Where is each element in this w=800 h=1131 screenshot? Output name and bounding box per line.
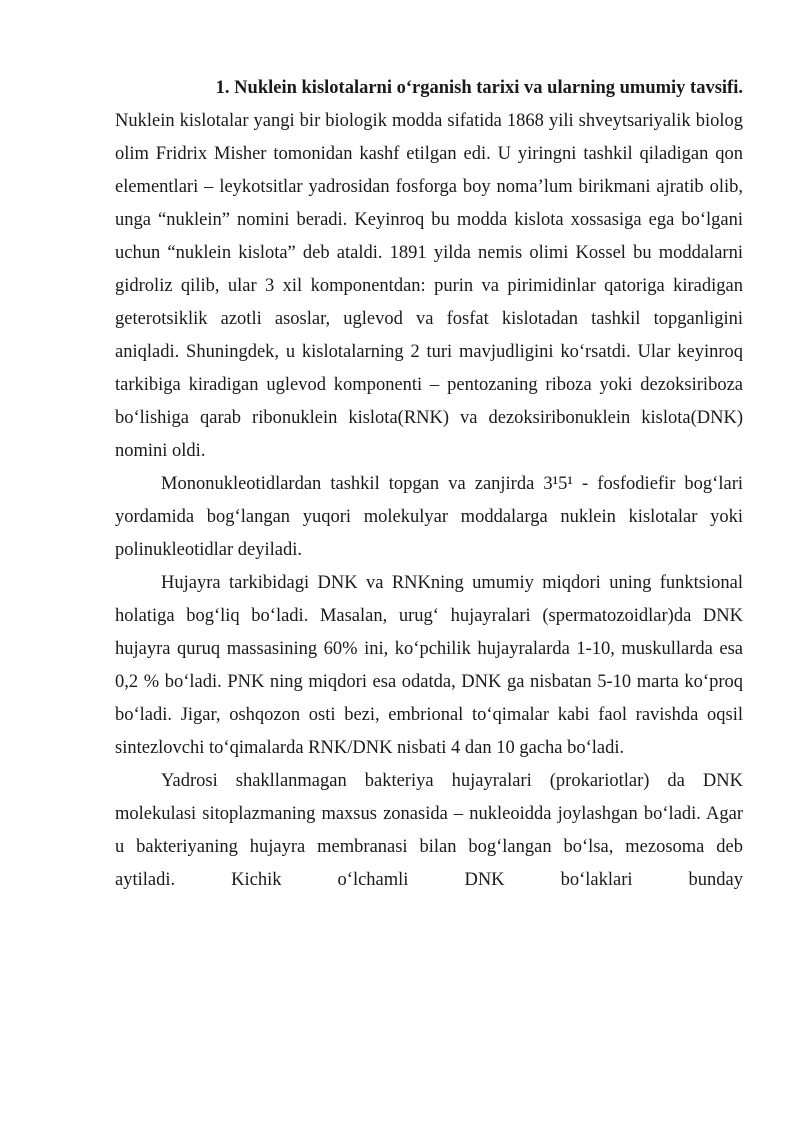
paragraph-prokaryotes: Yadrosi shakllanmagan bakteriya hujayralari (prokariotlar) da DNK molekulasi sitoplazmaning maxsus zonasida – nukleoidda joylashgan bo‘ladi. Agar u bakteriyaning hujayra membranasi bilan bog‘langan bo‘lsa, mezosoma deb aytiladi. Kichik o‘lchamli DNK bo‘laklari bunday [115, 771, 743, 890]
section-heading: 1. Nuklein kislotalarni o‘rganish tarixi va ularning umumiy tavsifi. [215, 78, 743, 98]
paragraph-definition: Mononukleotidlardan tashkil topgan va zanjirda 3¹5¹ - fosfodiefir bog‘lari yordamida bog‘langan yuqori molekulyar moddalarga nuklein kislotalar yoki polinukleotidlar deyiladi. [115, 474, 743, 560]
paragraph-history: Nuklein kislotalar yangi bir biologik modda sifatida 1868 yili shveytsariyalik biolog olim Fridrix Misher tomonidan kashf etilgan edi. U yiringni tashkil qiladigan qon elementlari – leykotsitlar yadrosidan fosforga boy noma’lum birikmani ajratib olib, unga “nuklein” nomini beradi. Keyinroq bu modda kislota xossasiga ega bo‘lgani uchun “nuklein kislota” deb ataldi. 1891 yilda nemis olimi Kossel bu moddalarni gidroliz qilib, ular 3 xil komponentdan: purin va pirimidinlar qatoriga kiradigan geterotsiklik azotli asoslar, uglevod va fosfat kislotadan tashkil topganligini aniqladi. Shuningdek, u kislotalarning 2 turi mavjudligini ko‘rsatdi. Ular keyinroq tarkibiga kiradigan uglevod komponenti – pentozaning riboza yoki dezoksiriboza bo‘lishiga qarab ribonuklein kislota(RNK) va dezoksiribonuklein kislota(DNK) nomini oldi. [115, 111, 743, 461]
document-page [115, 72, 743, 897]
paragraph-quantity: Hujayra tarkibidagi DNK va RNKning umumiy miqdori uning funktsional holatiga bog‘liq bo‘ladi. Masalan, urug‘ hujayralari (spermatozoidlar)da DNK hujayra quruq massasining 60% ini, ko‘pchilik hujayralarda 1-10, muskullarda esa 0,2 % bo‘ladi. PNK ning miqdori esa odatda, DNK ga nisbatan 5-10 marta ko‘proq bo‘ladi. Jigar, oshqozon osti bezi, embrional to‘qimalar kabi faol ravishda oqsil sintezlovchi to‘qimalarda RNK/DNK nisbati 4 dan 10 gacha bo‘ladi. [115, 573, 743, 758]
